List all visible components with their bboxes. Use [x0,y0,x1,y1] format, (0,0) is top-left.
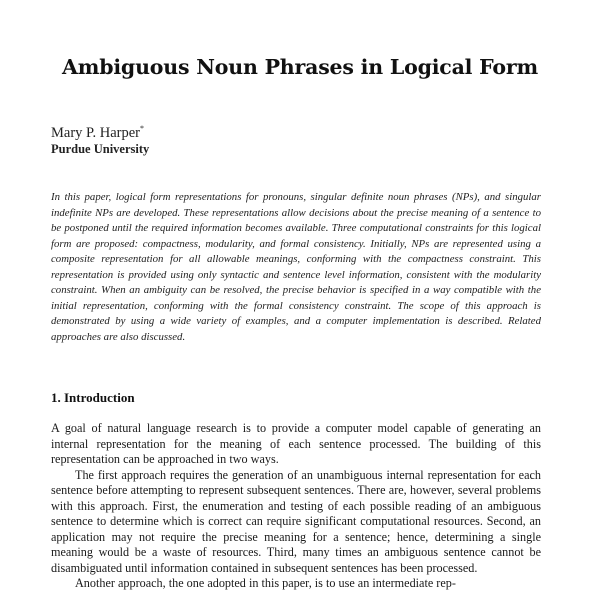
abstract: In this paper, logical form representations for pronouns, singular definite noun phrases (NPs), and singular indefinite NPs are developed. These representations allow decisions about the precise meaning of a sentence to be postponed until the required information becomes available. Three computational constraints for this logical form are proposed: compactness, modularity, and formal consistency. Initially, NPs are represented using a composite representation for all allowable meanings, conforming with the compactness constraint. This representation is provided using only syntactic and sentence level information, consistent with the modularity constraint. When an ambiguity can be resolved, the precise behavior is specified in a way compatible with the initial representation, conforming with the formal consistency constraint. The scope of this approach is demonstrated by using a wide variety of examples, and a computer implementation is described. Related approaches are also discussed. [51,191,541,343]
paragraph: A goal of natural language research is to provide a computer model capable of generating an internal representation for the meaning of each sentence processed. The building of this representation can be approached in two ways. [51,421,541,466]
introduction-body [51,421,541,592]
author-name: Mary P. Harper [51,124,140,141]
paper-title: Ambiguous Noun Phrases in Logical Form [62,55,538,79]
section-heading-introduction: 1. Introduction [51,390,135,405]
author-line [51,124,144,142]
author-footnote-mark: * [140,124,144,133]
author-affiliation: Purdue University [51,142,150,156]
paragraph: Another approach, the one adopted in this paper, is to use an intermediate rep- [75,576,456,590]
paragraph: The first approach requires the generation of an unambiguous internal representation for each sentence before attempting to represent subsequent sentences. There are, however, several problems with this approach. First, the enumeration and testing of each possible reading of an ambiguous sentence to determine which is correct can require significant computational resources. Second, an application may not require the precise meaning for a sentence; hence, determining a single meaning would be a waste of resources. Third, many times an ambiguous sentence cannot be disambiguated until information contained in subsequent sentences has been processed. [51,467,541,575]
